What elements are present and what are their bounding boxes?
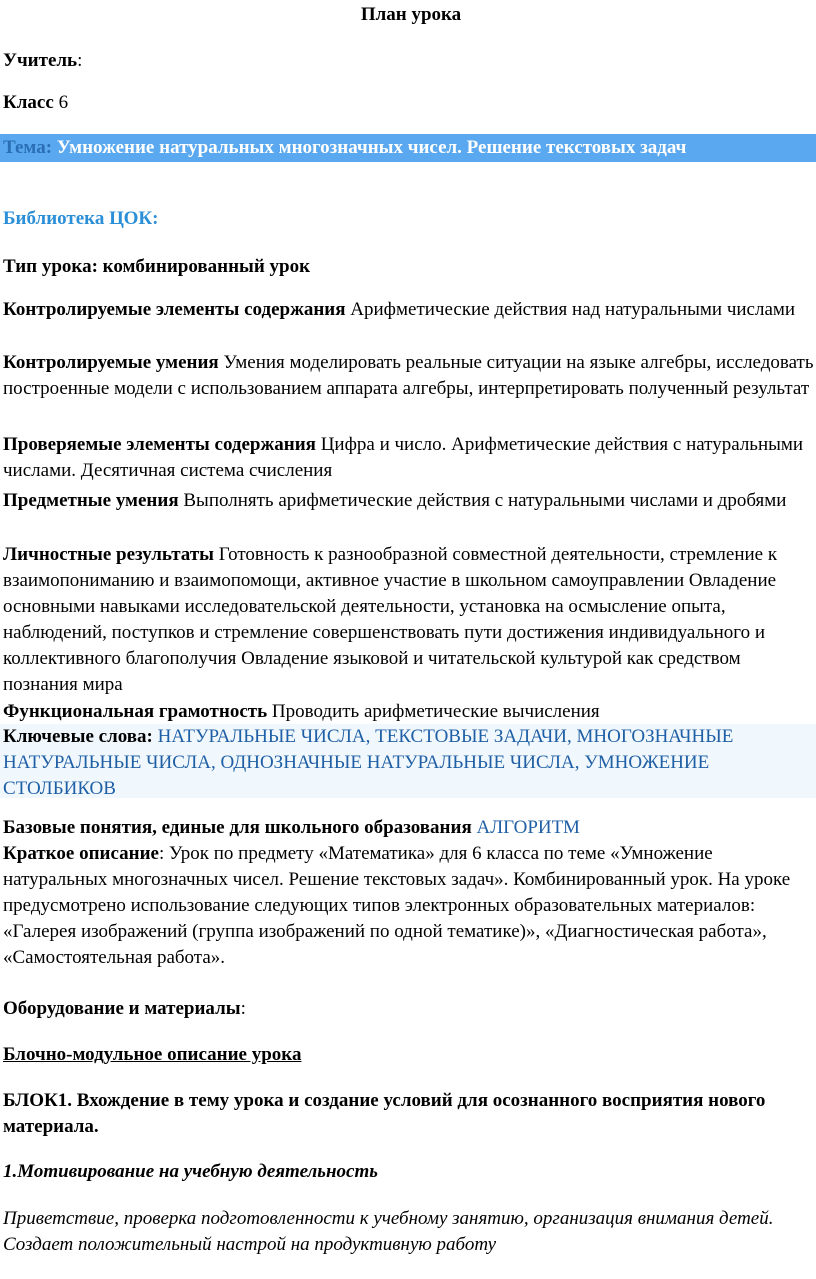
checked-content — [0, 432, 816, 484]
controlled-skills-text: Умения моделировать реальные ситуации на языке алгебры, исследовать построенные модели с использованием аппарата алгебры, интерпретировать полученный результат — [3, 352, 814, 399]
subject-skills-text: Выполнять арифметические действия с натуральными числами и дробями — [178, 490, 787, 511]
lesson-type: Тип урока: комбинированный урок — [3, 256, 311, 277]
topic-bar — [0, 134, 816, 162]
page-title: План урока — [360, 4, 462, 25]
keywords-text: НАТУРАЛЬНЫЕ ЧИСЛА, ТЕКСТОВЫЕ ЗАДАЧИ, МНОГОЗНАЧНЫЕ НАТУРАЛЬНЫЕ ЧИСЛА, ОДНОЗНАЧНЫЕ НАТУРАЛЬНЫЕ ЧИСЛА, УМНОЖЕНИЕ СТОЛБИКОВ — [3, 726, 734, 799]
basic-concepts-label: Базовые понятия, единые для школьного образования — [3, 817, 472, 838]
checked-content-label: Проверяемые элементы содержания — [3, 434, 316, 455]
teacher-label: Учитель — [3, 50, 78, 71]
topic-value: Умножение натуральных многозначных чисел. Решение текстовых задач — [52, 137, 687, 158]
class-label: Класс — [3, 92, 54, 113]
subject-skills — [0, 488, 816, 514]
teacher-colon: : — [77, 50, 83, 71]
block-description: Блочно-модульное описание урока — [3, 1044, 302, 1065]
equipment-colon: : — [240, 998, 246, 1019]
equipment-label: Оборудование и материалы — [3, 998, 241, 1019]
block-description-heading — [0, 1042, 816, 1068]
teacher-line — [0, 48, 816, 74]
short-description-text: : Урок по предмету «Математика» для 6 класса по теме «Умножение натуральных многозначных чисел. Решение текстовых задач». Комбинированный урок. На уроке предусмотрено использование следующих типов электронных образовательных материалов: «Галерея изображений (группа изображений по одной тематике)», «Диагностическая работа», «Самостоятельная работа». — [3, 843, 791, 968]
keywords-label: Ключевые слова: — [3, 726, 153, 747]
topic-label: Тема: — [3, 137, 53, 158]
short-description — [0, 841, 816, 971]
personal-results-text: Готовность к разнообразной совместной деятельности, стремление к взаимопониманию и взаимопомощи, активное участие в школьном самоуправлении Овладение основными навыками исследовательской деятельности, установка на осмысление опыта, наблюдений, поступков и стремление совершенствовать пути достижения индивидуального и коллективного благополучия Овладение языковой и читательской культурой как средством познания мира — [3, 544, 778, 695]
library-label: Библиотека ЦОК: — [3, 208, 159, 229]
controlled-content — [0, 297, 816, 323]
controlled-content-text: Арифметические действия над натуральными числами — [345, 299, 796, 320]
short-description-label: Краткое описание — [3, 843, 159, 864]
controlled-content-label: Контролируемые элементы содержания — [3, 299, 346, 320]
equipment — [0, 996, 816, 1022]
checked-content-text: Цифра и число. Арифметические действия с натуральными числами. Десятичная система счисления — [3, 434, 804, 481]
controlled-skills-label: Контролируемые умения — [3, 352, 219, 373]
subject-skills-label: Предметные умения — [3, 490, 179, 511]
functional-literacy-label: Функциональная грамотность — [3, 701, 268, 722]
controlled-skills — [0, 350, 816, 402]
personal-results-label: Личностные результаты — [3, 544, 214, 565]
functional-literacy — [0, 699, 816, 725]
motivation-text: Приветствие, проверка подготовленности к учебному занятию, организация внимания детей. Создает положительный настрой на продуктивную работу — [3, 1208, 774, 1255]
basic-concepts — [0, 815, 816, 841]
class-line — [0, 90, 816, 116]
basic-concepts-text: АЛГОРИТМ — [471, 817, 580, 838]
personal-results — [0, 542, 816, 698]
motivation-heading: 1.Мотивирование на учебную деятельность — [3, 1161, 378, 1182]
block1-heading: БЛОК1. Вхождение в тему урока и создание условий для осознанного восприятия нового материала. — [3, 1090, 766, 1137]
keywords — [0, 724, 816, 802]
functional-literacy-text: Проводить арифметические вычисления — [267, 701, 600, 722]
class-value: 6 — [53, 92, 69, 113]
